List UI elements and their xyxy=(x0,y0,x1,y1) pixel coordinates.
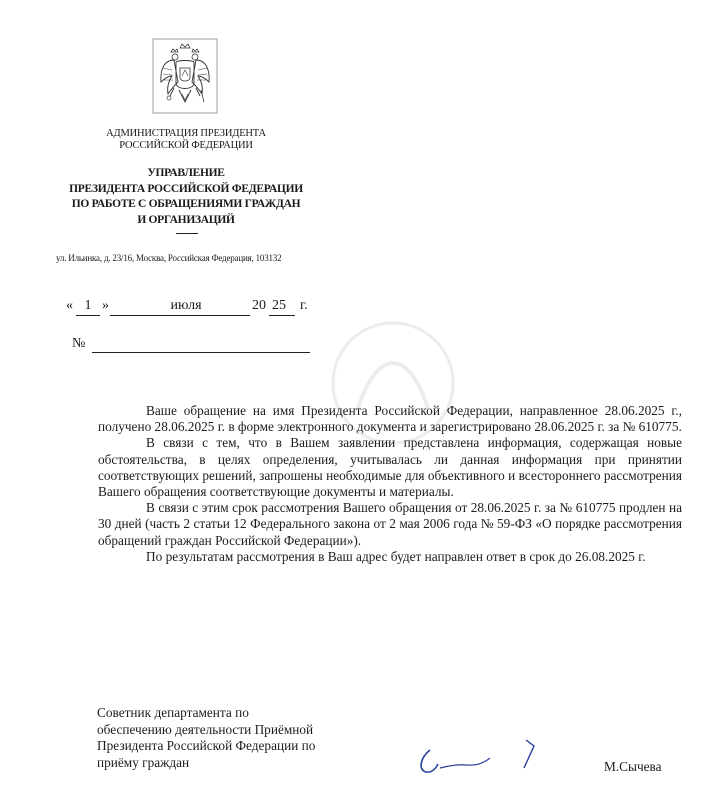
body-paragraph-4: По результатам рассмотрения в Ваш адрес будет направлен ответ в срок до 26.08.2025 г. xyxy=(146,548,646,564)
document-date xyxy=(66,298,326,318)
signatory-title xyxy=(97,705,377,771)
state-emblem-icon xyxy=(152,38,218,114)
signatory-title-line-3: Президента Российской Федерации по xyxy=(97,738,316,753)
dept-line-2: ПРЕЗИДЕНТА РОССИЙСКОЙ ФЕДЕРАЦИИ xyxy=(69,182,303,195)
date-year-suffix: 25 xyxy=(272,298,286,313)
date-year-prefix: 20 xyxy=(252,298,266,313)
signatory-title-line-1: Советник департамента по xyxy=(97,705,249,720)
body-paragraph-1: Ваше обращение на имя Президента Российской Федерации, направленное 28.06.2025 г., получено 28.06.2025 г. в форме электронного документа и зарегистрировано 28.06.2025 г. за № 610775. xyxy=(98,403,682,435)
document-number-field xyxy=(92,352,310,353)
date-day-rule xyxy=(76,315,100,316)
admin-line-1: АДМИНИСТРАЦИЯ ПРЕЗИДЕНТА xyxy=(106,128,266,139)
dept-line-3: ПО РАБОТЕ С ОБРАЩЕНИЯМИ ГРАЖДАН xyxy=(71,198,301,210)
department-name xyxy=(40,166,332,228)
date-close-quote: » xyxy=(102,298,109,313)
header-divider xyxy=(176,233,198,234)
signatory-name: М.Сычева xyxy=(604,759,662,774)
date-day: 1 xyxy=(84,298,92,313)
signatory-title-line-4: приёму граждан xyxy=(97,754,190,770)
department-address: ул. Ильинка, д. 23/16, Москва, Российская Федерация, 103132 xyxy=(56,253,282,263)
handwritten-signature xyxy=(414,728,554,788)
date-open-quote: « xyxy=(66,298,73,313)
signatory-title-line-2: обеспечению деятельности Приёмной xyxy=(97,721,314,737)
administration-name xyxy=(60,128,312,152)
body-paragraph-3: В связи с этим срок рассмотрения Вашего обращения от 28.06.2025 г. за № 610775 продлен на 30 дней (часть 2 статьи 12 Федерального закона от 2 мая 2006 года № 59-ФЗ «О порядке рассмотрения обращений граждан Российской Федерации»). xyxy=(98,500,682,548)
date-month: июля xyxy=(170,298,202,313)
date-year-rule xyxy=(269,315,295,316)
body-paragraph-2: В связи с тем, что в Вашем заявлении представлена информация, содержащая новые обстоятельства, в целях определения, учитывалась ли данная информация при принятии соответствующих решений, запрошены необходимые для объективного и всестороннего рассмотрения Вашего обращения соответствующие документы и материалы. xyxy=(98,435,682,500)
date-month-rule xyxy=(110,315,250,316)
date-year-mark: г. xyxy=(300,298,308,313)
dept-line-4: И ОРГАНИЗАЦИЙ xyxy=(137,213,235,226)
document-number-label: № xyxy=(72,336,86,351)
admin-line-2: РОССИЙСКОЙ ФЕДЕРАЦИИ xyxy=(119,140,253,151)
letter-body xyxy=(98,403,682,565)
dept-line-1: УПРАВЛЕНИЕ xyxy=(147,167,225,179)
